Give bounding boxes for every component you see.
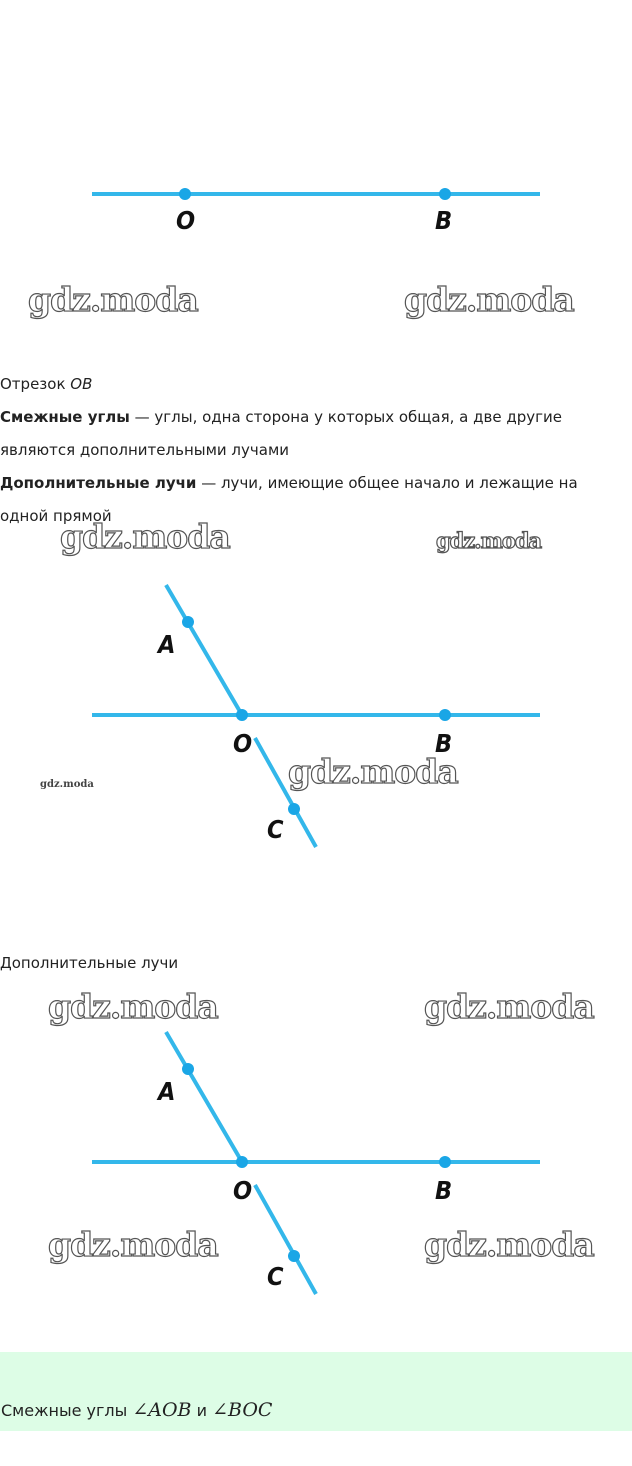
answer-box	[0, 1352, 632, 1431]
angle-boc: ∠BOC	[212, 1399, 273, 1421]
label-o: O	[233, 1176, 253, 1205]
rays-def: — лучи, имеющие общее начало и лежащие на одной прямой	[0, 474, 578, 525]
ray-oc	[255, 1185, 316, 1294]
watermark: gdz.moda	[28, 280, 198, 319]
watermark: gdz.moda	[60, 517, 230, 556]
segment-prefix: Отрезок	[0, 375, 71, 393]
label-c: C	[267, 1262, 284, 1291]
adjacent-angles-definition	[0, 401, 628, 467]
label-b: B	[435, 729, 453, 758]
answer-prefix: Смежные углы	[1, 1401, 133, 1420]
label-b: B	[435, 206, 453, 235]
watermark: gdz.moda	[424, 987, 594, 1026]
point-b	[439, 1156, 451, 1168]
label-a: A	[158, 1077, 176, 1106]
segment-diagram	[0, 170, 632, 240]
adjacent-term: Смежные углы	[0, 408, 130, 426]
watermark: gdz.moda	[48, 987, 218, 1026]
watermark: gdz.moda	[436, 528, 542, 553]
watermark: gdz.moda	[404, 280, 574, 319]
angles-diagram	[0, 580, 632, 850]
point-b	[439, 709, 451, 721]
label-o: O	[233, 729, 253, 758]
label-o: O	[176, 206, 196, 235]
point-o	[179, 188, 191, 200]
point-a	[182, 1063, 194, 1075]
rays-caption: Дополнительные лучи	[0, 954, 179, 972]
watermark: gdz.moda	[40, 779, 94, 790]
point-c	[288, 1250, 300, 1262]
watermark: gdz.moda	[48, 1225, 218, 1264]
point-a	[182, 616, 194, 628]
point-o	[236, 1156, 248, 1168]
point-o	[236, 709, 248, 721]
watermark: gdz.moda	[424, 1225, 594, 1264]
ray-oa	[166, 1032, 242, 1162]
segment-name: OB	[70, 375, 93, 393]
label-a: A	[158, 630, 176, 659]
point-c	[288, 803, 300, 815]
adjacent-def: — углы, одна сторона у которых общая, а две другие являются дополнительными лучами	[0, 408, 562, 459]
figure-segment-ob	[0, 170, 632, 240]
angle-aob: ∠AOB	[132, 1399, 192, 1421]
rays-term: Дополнительные лучи	[0, 474, 197, 492]
label-b: B	[435, 1176, 453, 1205]
ray-oa	[166, 585, 242, 715]
figure-adjacent-angles	[0, 580, 632, 850]
label-c: C	[267, 815, 284, 844]
answer-line	[1, 1399, 272, 1421]
watermark: gdz.moda	[288, 752, 458, 791]
answer-conj: и	[191, 1401, 213, 1420]
point-b	[439, 188, 451, 200]
segment-caption	[0, 368, 628, 401]
